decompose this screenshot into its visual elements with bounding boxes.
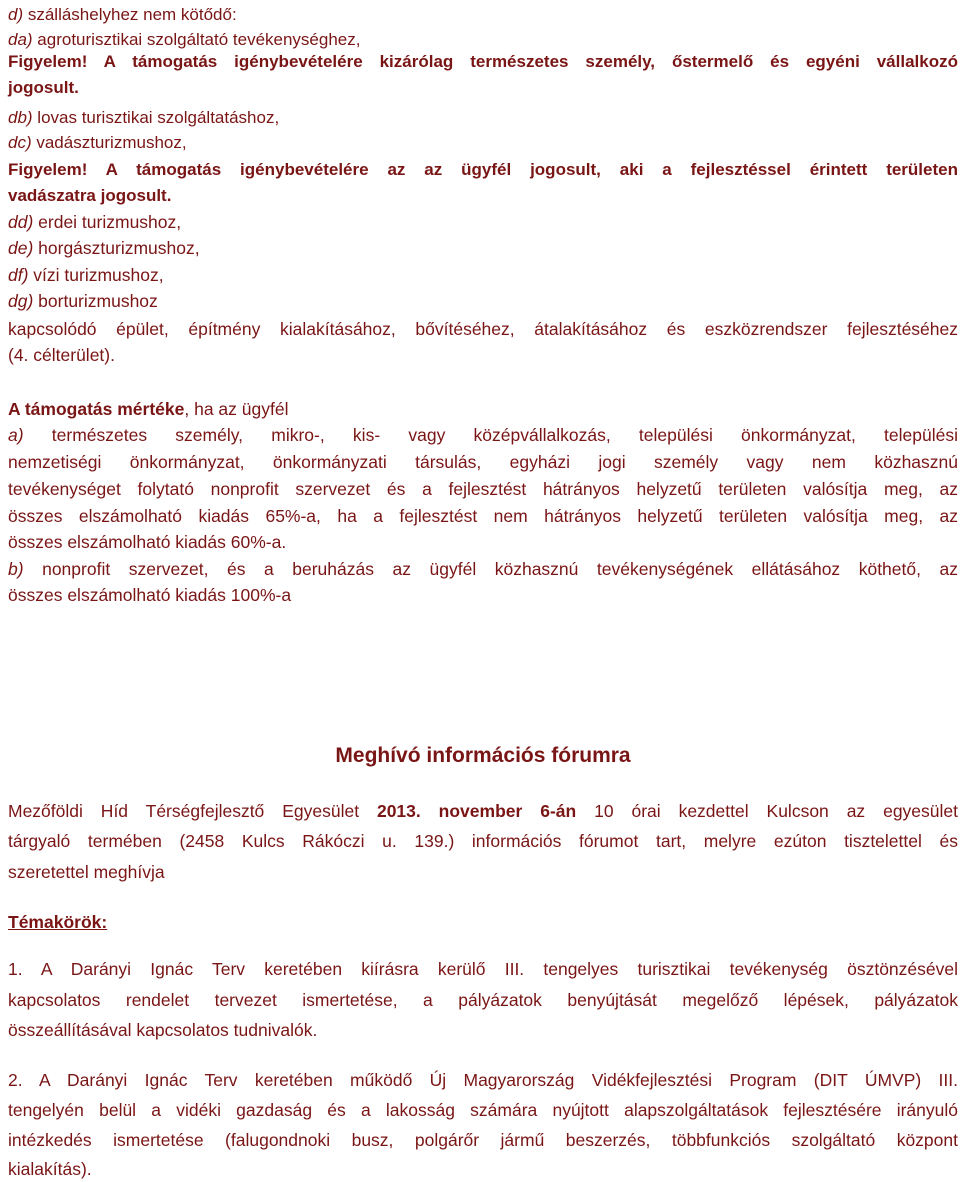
invitation-paragraph-line: szeretettel meghívja [8,862,165,882]
topic-2-line: tengelyén belül a vidéki gazdaság és a lakosság számára nyújtott alapszolgáltatások fejlesztésére irányuló [8,1100,958,1120]
note-line: Figyelem! A támogatás igénybevételére kizárólag természetes személy, őstermelő és egyéni vállalkozó [8,52,958,71]
support-a-line: a) természetes személy, mikro-, kis- vagy középvállalkozás, települési önkormányzat, települési [8,425,958,445]
paragraph-line: kapcsolódó épület, építmény kialakításához, bővítéséhez, átalakításához és eszközrendszer fejlesztéséhez [8,319,958,339]
item-d: d) szálláshelyhez nem kötődő: [8,5,237,24]
topic-2-line: intézkedés ismertetése (falugondnoki busz, polgárőr jármű beszerzés, többfunkciós szolgáltató központ [8,1130,958,1150]
support-a-line: összes elszámolható kiadás 65%-a, ha a fejlesztést nem hátrányos helyzetű területen valósítja meg, az [8,506,958,526]
support-a-line: tevékenységet folytató nonprofit szervezet és a fejlesztést hátrányos helyzetű területen valósítja meg, az [8,479,958,499]
topic-1-line: 1. A Darányi Ignác Terv keretében kiírásra kerülő III. tengelyes turisztikai tevékenység ösztönzésével [8,959,958,979]
invitation-paragraph-line: tárgyaló termében (2458 Kulcs Rákóczi u. 139.) információs fórumot tart, melyre ezúton tisztelettel és [8,831,958,851]
item-dc: dc) vadászturizmushoz, [8,133,187,152]
invitation-paragraph-line: Mezőföldi Híd Térségfejlesztő Egyesület 2013. november 6-án 10 órai kezdettel Kulcson az egyesület [8,801,958,821]
support-heading: A támogatás mértéke, ha az ügyfél [8,399,289,419]
item-dd: dd) erdei turizmushoz, [8,212,182,232]
topic-2-line: kialakítás). [8,1159,92,1179]
item-da: da) agroturisztikai szolgáltató tevékenységhez, [8,30,361,49]
support-a-line: nemzetiségi önkormányzat, önkormányzati társulás, egyházi jogi személy vagy nem közhasznú [8,452,958,472]
item-db: db) lovas turisztikai szolgáltatáshoz, [8,108,280,127]
invitation-title: Meghívó információs fórumra [335,744,631,767]
topic-2-line: 2. A Darányi Ignác Terv keretében működő Új Magyarország Vidékfejlesztési Program (DIT ÚMVP) III. [8,1070,958,1090]
paragraph-line: (4. célterület). [8,345,115,365]
note-line: vadászatra jogosult. [8,186,172,205]
topics-heading: Témakörök: [8,912,108,932]
item-de: de) horgászturizmushoz, [8,238,200,258]
support-b-line: összes elszámolható kiadás 100%-a [8,585,292,605]
topic-1-line: kapcsolatos rendelet tervezet ismertetése, a pályázatok benyújtását megelőző lépések, pályázatok [8,990,958,1010]
topic-1-line: összeállításával kapcsolatos tudnivalók. [8,1020,318,1040]
note-line: jogosult. [8,78,79,97]
item-dg: dg) borturizmushoz [8,291,158,311]
support-b-line: b) nonprofit szervezet, és a beruházás az ügyfél közhasznú tevékenységének ellátásához köthető, az [8,559,958,579]
note-line: Figyelem! A támogatás igénybevételére az az ügyfél jogosult, aki a fejlesztéssel érintett területen [8,160,958,179]
item-df: df) vízi turizmushoz, [8,265,164,285]
support-a-line: összes elszámolható kiadás 60%-a. [8,532,287,552]
